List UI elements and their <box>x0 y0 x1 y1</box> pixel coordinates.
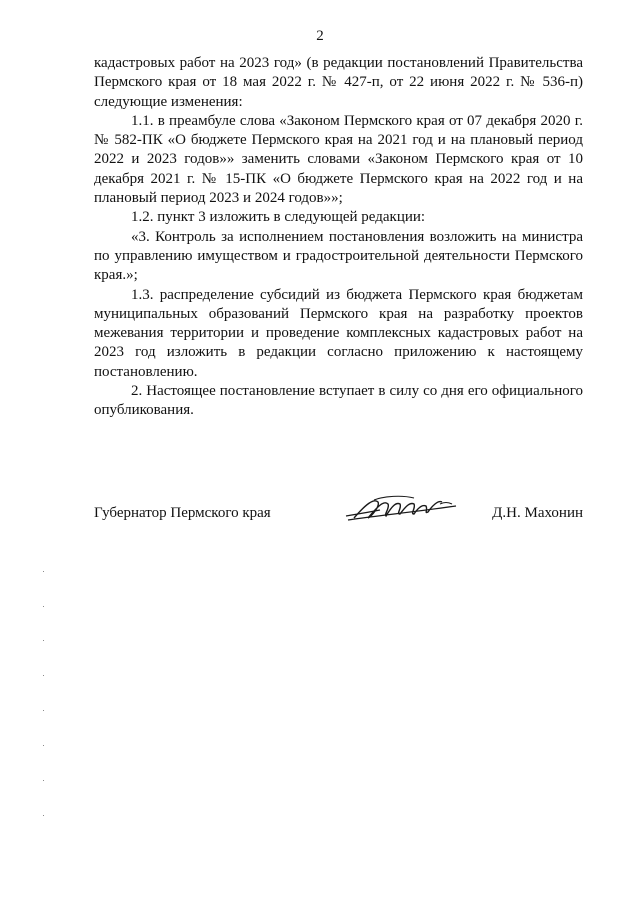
scan-dot <box>43 780 44 781</box>
scan-dot <box>43 710 44 711</box>
paragraph-1-1: 1.1. в преамбуле слова «Законом Пермского края от 07 декабря 2020 г. № 582-ПК «О бюджете Пермского края на 2021 год и на плановый период 2022 и 2023 годов»» заменить словами «Законом Пермского края от 10 декабря 2021 г. № 15-ПК «О бюджете Пермского края на 2022 год и на плановый период 2023 и 2024 годов»»; <box>94 112 583 207</box>
scan-dot <box>43 745 44 746</box>
signatory-name: Д.Н. Махонин <box>492 505 583 521</box>
signatory-title: Губернатор Пермского края <box>94 505 271 521</box>
scan-dot <box>43 571 44 572</box>
paragraph-1-2: 1.2. пункт 3 изложить в следующей редакции: <box>131 209 426 226</box>
paragraph-1-3: 1.3. распределение субсидий из бюджета Пермского края бюджетам муниципальных образований Пермского края на разработку проектов межевания территории и проведение комплексных кадастровых работ на 2023 год изложить в редакции согласно приложению к настоящему постановлению. <box>94 286 583 380</box>
handwritten-signature <box>344 492 464 526</box>
scan-dot <box>43 815 44 816</box>
page-number: 2 <box>316 28 324 44</box>
scan-dot <box>43 606 44 607</box>
scan-dot <box>43 640 44 641</box>
document-body <box>94 54 583 421</box>
scan-dot <box>43 675 44 676</box>
paragraph-2: 2. Настоящее постановление вступает в силу со дня его официального опубликования. <box>94 383 583 419</box>
signature-block <box>94 500 583 540</box>
paragraph-clause-3: «3. Контроль за исполнением постановления возложить на министра по управлению имуществом и градостроительной деятельности Пермского края.»; <box>94 228 583 284</box>
paragraph-continuation: кадастровых работ на 2023 год» (в редакции постановлений Правительства Пермского края от 18 мая 2022 г. № 427-п, от 22 июня 2022 г. № 536-п) следующие изменения: <box>94 55 583 110</box>
